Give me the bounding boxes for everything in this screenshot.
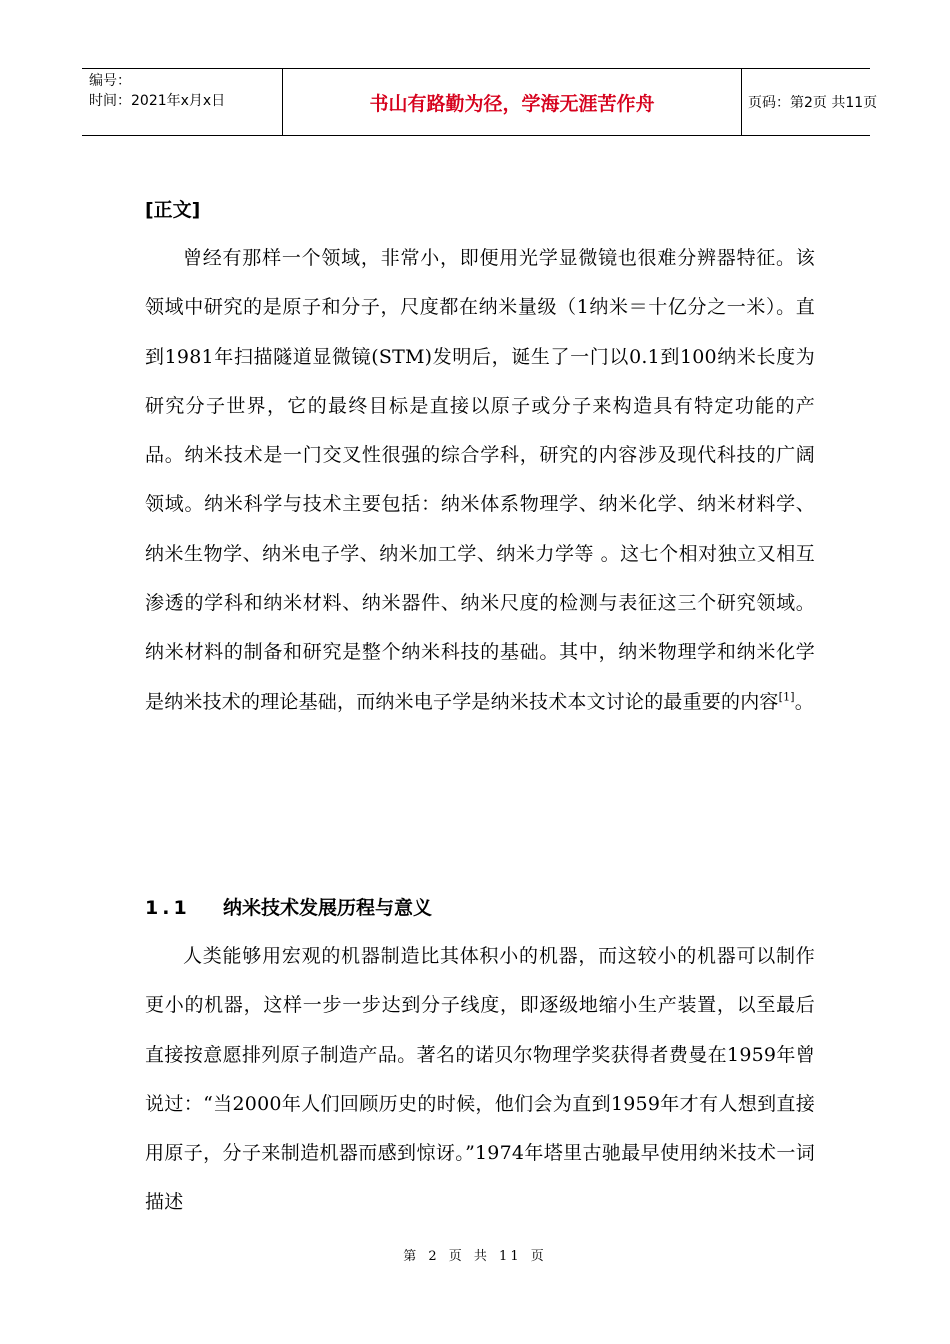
header-page-info: 页码：第2页 共11页 xyxy=(748,95,878,111)
section-label: [正文] xyxy=(145,199,201,221)
intro-text: 曾经有那样一个领域，非常小，即便用光学显微镜也很难分辨器特征。该领域中研究的是原子和分子，尺度都在纳米量级（1纳米＝十亿分之一米）。直到1981年扫描隧道显微镜(STM)发明后，诞生了一门以0.1到100纳米长度为研究分子世界，它的最终目标是直接以原子或分子来构造具有特定功能的产品。纳米技术是一门交叉性很强的综合学科，研究的内容涉及现代科技的广阔领域。纳米科学与技术主要包括：纳米体系物理学、纳米化学、纳米材料学、纳米生物学、纳米电子学、纳米加工学、纳米力学等 。这七个相对独立又相互渗透的学科和纳米材料、纳米器件、纳米尺度的检测与表征这三个研究领域。纳米材料的制备和研究是整个纳米科技的基础。其中，纳米物理学和纳米化学是纳米技术的理论基础，而纳米电子学是纳米技术本文讨论的最重要的内容 xyxy=(145,247,815,713)
section-1-1-paragraph: 人类能够用宏观的机器制造比其体积小的机器，而这较小的机器可以制作更小的机器，这样一步一步达到分子线度，即逐级地缩小生产装置，以至最后直接按意愿排列原子制造产品。著名的诺贝尔物理学奖获得者费曼在1959年曾说过：“当2000年人们回顾历史的时候，他们会为直到1959年才有人想到直接用原子，分子来制造机器而感到惊讶。”1974年塔里古驰最早使用纳米技术一词描述 xyxy=(145,945,815,1214)
intro-ending: 。 xyxy=(794,690,814,713)
citation-marker: [1] xyxy=(778,690,795,704)
section-1-1-content xyxy=(145,932,815,1228)
main-content xyxy=(145,186,815,727)
section-title: 纳米技术发展历程与意义 xyxy=(223,897,433,919)
page-footer: 第 2 页 共 11 页 xyxy=(403,1249,547,1264)
document-number-label: 编号： xyxy=(89,73,131,89)
intro-paragraph xyxy=(145,234,815,727)
document-header xyxy=(82,68,878,136)
section-heading-1-1 xyxy=(145,884,432,932)
section-number: 1.1 xyxy=(145,897,191,919)
header-motto: 书山有路勤为径，学海无涯苦作舟 xyxy=(282,69,742,135)
document-time-label: 时间：2021年x月x日 xyxy=(89,93,226,109)
header-meta xyxy=(82,69,282,135)
